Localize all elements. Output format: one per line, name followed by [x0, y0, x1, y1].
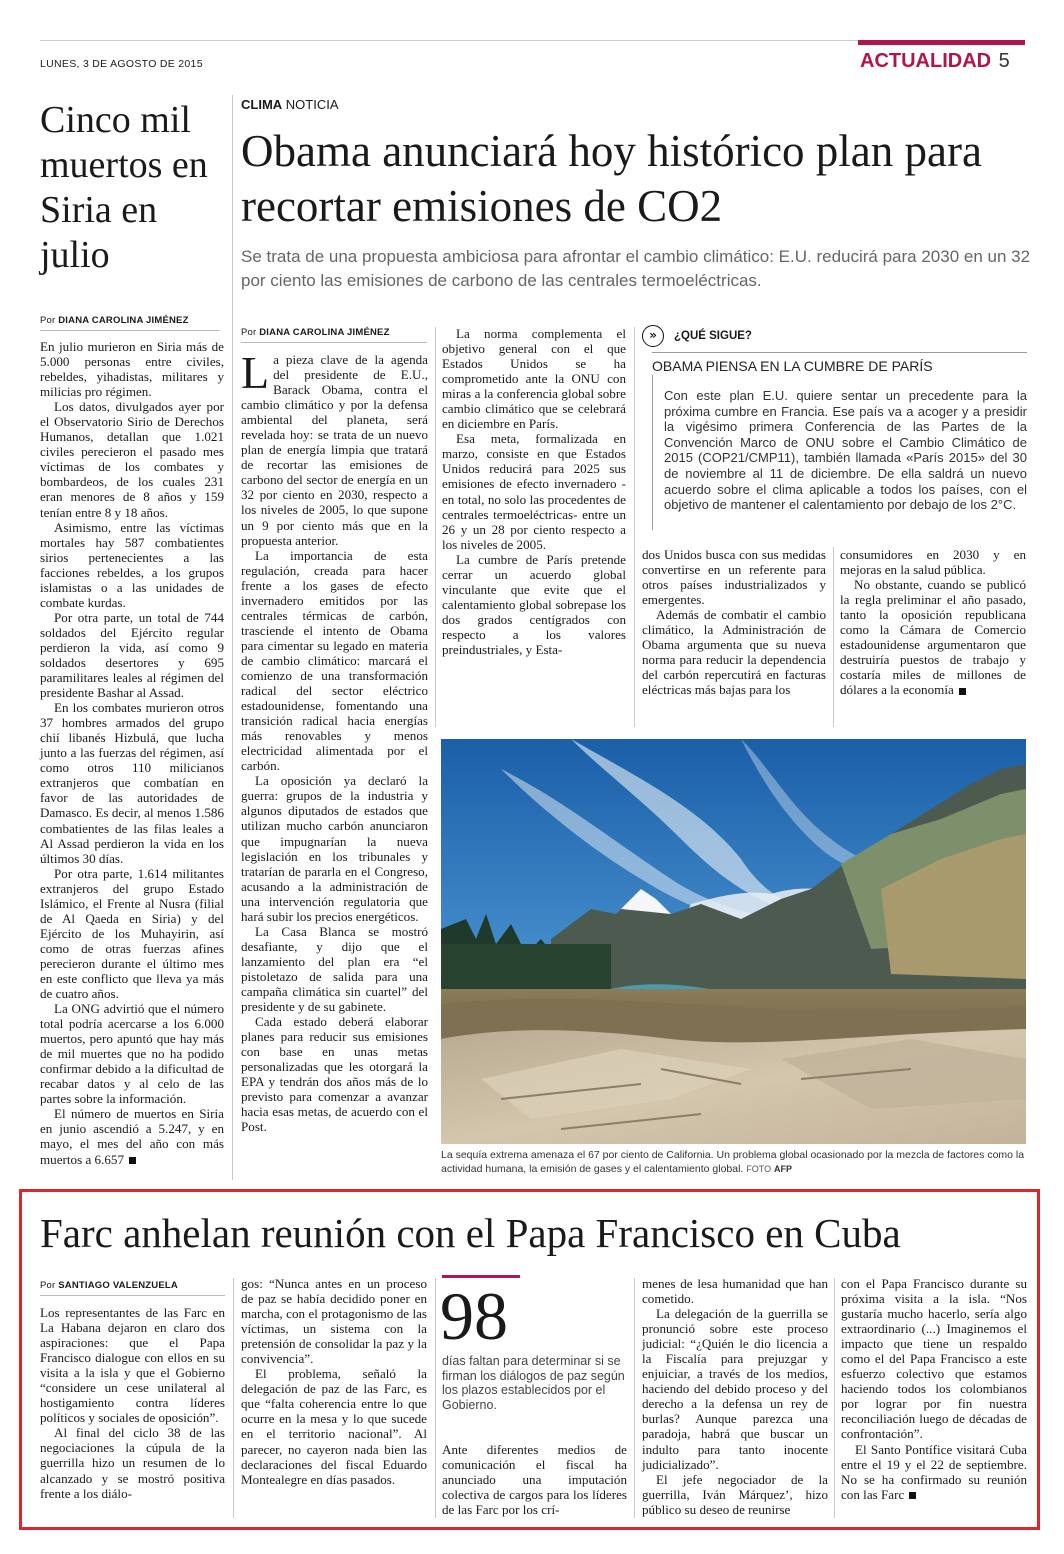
farc-paragraph: El jefe negociador de la guerrilla, Iván Márquez’, hizo público su deseo de reunirse: [642, 1471, 828, 1517]
what-next-title: OBAMA PIENSA EN LA CUMBRE DE PARÍS: [652, 352, 1027, 374]
farc-paragraph: Los representantes de las Farc en La Habana dejaron en claro dos aspiraciones: que el Papa Francisco dialogue con ellos en su visita a la isla y que el Gobierno “considere un cese unilateral al hostigamiento contra líderes políticos y sociales de oposición”.: [40, 1305, 225, 1426]
stat-text: días faltan para determinar si se firman los diálogos de paz según los plazos establecidos por el Gobierno.: [442, 1354, 625, 1412]
obama-deck: Se trata de una propuesta ambiciosa para afrontar el cambio climático: E.U. reducirá para 2030 en un 32 por ciento las emisiones de carbono de las centrales termoeléctricas.: [241, 247, 1031, 290]
obama-col4: [840, 547, 1026, 697]
photo-credit-label: FOTO: [746, 1163, 772, 1174]
obama-kicker: CLIMA NOTICIA: [241, 97, 339, 112]
obama-col3: [642, 547, 826, 697]
farc-col2: [241, 1276, 427, 1487]
obama-paragraph: consumidores en 2030 y en mejoras en la salud pública.: [840, 547, 1026, 578]
farc-paragraph: Al final del ciclo 38 de las negociaciones la cúpula de la guerrilla hizo un resumen de lo alcanzado y se mostró positiva frente a los diálo-: [40, 1425, 225, 1501]
farc-col5: [841, 1276, 1027, 1502]
farc-col3: [442, 1442, 627, 1517]
column-divider: [233, 1278, 234, 1518]
end-mark: [909, 1492, 916, 1499]
obama-col1: [241, 347, 428, 1135]
photo-credit: AFP: [774, 1163, 793, 1174]
siria-paragraph: Los datos, divulgados ayer por el Observatorio Sirio de Derechos Humanos, detallan que 1.021 civiles perecieron el pasado mes víctimas de los combates y bombardeos, de los cuales 231 eran menores de 8 años y 159 tenían entre 8 y 18 años.: [40, 399, 224, 520]
stat-number: 98: [440, 1278, 508, 1354]
siria-body: [40, 339, 224, 1167]
page-number: 5: [998, 50, 1010, 72]
obama-headline: Obama anunciará hoy histórico plan para recortar emisiones de CO2: [241, 126, 982, 231]
page-date: LUNES, 3 DE AGOSTO DE 2015: [40, 58, 203, 70]
farc-paragraph: La delegación de la guerrilla se pronunció sobre este proceso judicial: “¿Quién le dio licencia a la Fiscalía para prejuzgar y enjuiciar, a través de los medios, haciendo del debido proceso y del derecho a la defensa un rey de burlas? Aunque parezca una paradoja, habrá que buscar un indulto para tanto inocente judicializado”.: [642, 1306, 828, 1472]
column-divider: [634, 327, 635, 727]
obama-paragraph: No obstante, cuando se publicó la regla preliminar el año pasado, tanto la oposición republicana como la Cámara de Comercio estadounidense argumentaron que destruiría puestos de trabajo y costaría miles de millones de dólares a la economía: [840, 577, 1026, 698]
end-mark: [129, 1157, 136, 1164]
section-accent-bar: [858, 40, 1025, 45]
obama-col2: [442, 326, 626, 657]
farc-paragraph: gos: “Nunca antes en un proceso de paz se había decidido poner en marcha, con el protagonismo de las víctimas, un sistema con la pretensión de consolidar la paz y la convivencia”.: [241, 1276, 427, 1367]
photo-caption: La sequía extrema amenaza el 67 por ciento de California. Un problema global ocasionado por la mezcla de factores como la actividad humana, la emisión de gases y el calentamiento global. FOTO AFP: [441, 1149, 1025, 1175]
drought-photo: [441, 739, 1026, 1144]
siria-paragraph: Asimismo, entre las víctimas mortales hay 587 combatientes sirios pertenecientes a las facciones rebeldes, a los grupos islamistas o a las unidades de combate kurdas.: [40, 519, 224, 610]
column-divider: [435, 327, 436, 727]
obama-paragraph: La pieza clave de la agenda del presidente de E.U., Barack Obama, contra el cambio climático y por la defensa ambiental del planeta, será revelada hoy: se trata de un nuevo plan de energía limpia que tratará de recortar las emisiones de carbono del sector de energía en un 32 por ciento en 2030, respecto a los niveles de 2005, lo que supone un 9 por ciento más que en la propuesta anterior.: [241, 347, 428, 548]
siria-paragraph: Por otra parte, 1.614 militantes extranjeros del grupo Estado Islámico, el Frente al Nusra (filial de Al Qaeda en Siria) y del Ejército de los Muhayirin, así como de otras fuerzas afines perecieron durante el último mes en este conflicto que lleva ya más de cuatro años.: [40, 865, 224, 1002]
farc-col1: [40, 1305, 225, 1501]
california-landscape-illustration: [441, 739, 1026, 1144]
siria-paragraph: En julio murieron en Siria más de 5.000 personas entre civiles, rebeldes, yihadistas, militares y milicias pro régimen.: [40, 339, 224, 400]
column-divider: [833, 547, 834, 727]
what-next-text: Con este plan E.U. quiere sentar un precedente para la próxima cumbre en Francia. Ese país va a acoger y a presidir la vigésimo primera Conferencia de las Partes de la Convención Marco de ONU sobre el Cambio Climático de 2015 (COP21/CMP11), también llamada «París 2015» del 30 de noviembre al 11 de diciembre. De ella saldrá un nuevo acuerdo sobre el clima aplicable a todos los países, con el objetivo de mantener el calentamiento por debajo de los 2°C.: [664, 388, 1027, 513]
column-divider: [834, 1278, 835, 1518]
obama-paragraph: La Casa Blanca se mostró desafiante, y dijo que el lanzamiento del plan era “el pistoletazo de salida para una campaña climática sin cuartel” del presidente y de su gabinete.: [241, 923, 428, 1015]
farc-paragraph: con el Papa Francisco durante su próxima visita a la isla. “Nos gustaría mucho hacerlo, sería algo extraordinario (...) Imaginemos el impacto que tiene un respaldo como el del Papa Francisco a este esfuerzo colectivo que estamos haciendo todos los colombianos por lograr por fin nuestra reconciliación luego de décadas de confrontación”.: [841, 1276, 1027, 1442]
farc-paragraph: El problema, señaló la delegación de paz de las Farc, es que “falta coherencia entre lo que ocurre en la mesa y lo que sucede en el territorio nacional”. Al parecer, no cayeron nada bien las declaraciones del fiscal Eduardo Montealegre en días pasados.: [241, 1366, 427, 1487]
what-next-label: ¿QUÉ SIGUE?: [674, 330, 752, 342]
obama-paragraph: Esa meta, formalizada en marzo, consiste en que Estados Unidos reducirá para 2025 sus emisiones de efecto invernadero -en total, no solo las procedentes de centrales termoeléctricas- entre un 26 y un 28 por ciento respecto a los niveles de 2005.: [442, 431, 626, 552]
what-next-box: [642, 325, 1027, 513]
siria-headline: Cinco mil muertos en Siria en julio: [40, 99, 208, 276]
what-next-bracket: [652, 375, 653, 530]
column-divider: [435, 1278, 436, 1518]
obama-paragraph: La norma complementa el objetivo general con el que Estados Unidos se ha comprometido ante la ONU con miras a la conferencia global sobre cambio climático que se celebrará en diciembre en París.: [442, 326, 626, 432]
obama-paragraph: Además de combatir el cambio climático, la Administración de Obama argumenta que su nueva norma para reducir la dependencia del carbón repercutirá en facturas eléctricas más bajas para los: [642, 607, 826, 698]
siria-byline: Por DIANA CAROLINA JIMÉNEZ: [40, 315, 220, 331]
column-divider: [232, 95, 233, 1180]
siria-paragraph: En los combates murieron otros 37 hombres armados del grupo chií libanés Hizbulá, que lucha junto a las fuerzas del régimen, así como otros 110 milicianos extranjeros que combatían en favor de las autoridades de Damasco. Es decir, al menos 1.586 combatientes de las filas leales a Al Assad perdieron la vida en los últimos 30 días.: [40, 700, 224, 866]
farc-byline: Por SANTIAGO VALENZUELA: [40, 1280, 225, 1296]
siria-paragraph: El número de muertos en Siria en junio ascendió a 5.247, y en mayo, el mes del año con más muertos a 6.657: [40, 1106, 224, 1167]
obama-paragraph: Cada estado deberá elaborar planes para reducir sus emisiones con base en unas metas personalizadas que les otorgará la EPA y tendrán dos años más de lo previsto para comenzar a avanzar hacia esas metas, de acuerdo con el Post.: [241, 1014, 428, 1135]
what-next-header: [642, 325, 1027, 347]
drop-cap: L: [241, 347, 270, 398]
section-name: ACTUALIDAD: [860, 50, 992, 72]
obama-paragraph: La cumbre de París pretende cerrar un acuerdo global vinculante que evite que el calentamiento global sobrepase los dos grados centígrados con respecto a los valores preindustriales, y Esta-: [442, 551, 626, 657]
siria-paragraph: Por otra parte, un total de 744 soldados del Ejército regular perdieron la vida, así como 9 soldados desertores y 695 paramilitares leales al régimen del presidente Bashar al Assad.: [40, 609, 224, 701]
farc-paragraph: El Santo Pontífice visitará Cuba entre el 19 y el 22 de septiembre. No se ha confirmado su reunión con las Farc: [841, 1441, 1027, 1502]
obama-paragraph: La oposición ya declaró la guerra: grupos de la industria y algunos diputados de estados que utilizan mucho carbón anunciaron que impugnarían la nueva legislación en los tribunales y tratarían de pararla en el Congreso, acusando a la administración de una intervención regulatoria que hará subir los precios energéticos.: [241, 773, 428, 924]
farc-paragraph: menes de lesa humanidad que han cometido.: [642, 1276, 828, 1307]
end-mark: [959, 688, 966, 695]
obama-byline: Por DIANA CAROLINA JIMÉNEZ: [241, 327, 427, 343]
farc-col4: [642, 1276, 828, 1517]
section-label: [860, 50, 1010, 73]
farc-paragraph: Ante diferentes medios de comunicación el fiscal ha anunciado una imputación colectiva de cargos para los líderes de las Farc por los crí-: [442, 1442, 627, 1518]
farc-headline: Farc anhelan reunión con el Papa Francisco en Cuba: [40, 1210, 901, 1256]
siria-paragraph: La ONG advirtió que el número total podría acercarse a los 6.000 muertos, pero apuntó que hay más de mil muertes que no ha podido confirmar debido a la dificultad de recabar datos y al celo de las partes sobre la información.: [40, 1001, 224, 1107]
column-divider: [634, 1278, 635, 1518]
obama-paragraph: dos Unidos busca con sus medidas convertirse en un referente para otros países industrializados y emergentes.: [642, 547, 826, 608]
obama-paragraph: La importancia de esta regulación, creada para hacer frente a los gases de efecto invernadero emitidos por las centrales térmicas de carbón, trasciende el intento de Obama para cimentar su legado en materia de cambio climático: marcará el comienzo de una transformación radical del sector eléctrico estadounidense, fomentando una transición radical hacia energías más renovables y menos electricidad alimentada por el carbón.: [241, 547, 428, 774]
double-chevron-icon: »: [642, 325, 664, 347]
